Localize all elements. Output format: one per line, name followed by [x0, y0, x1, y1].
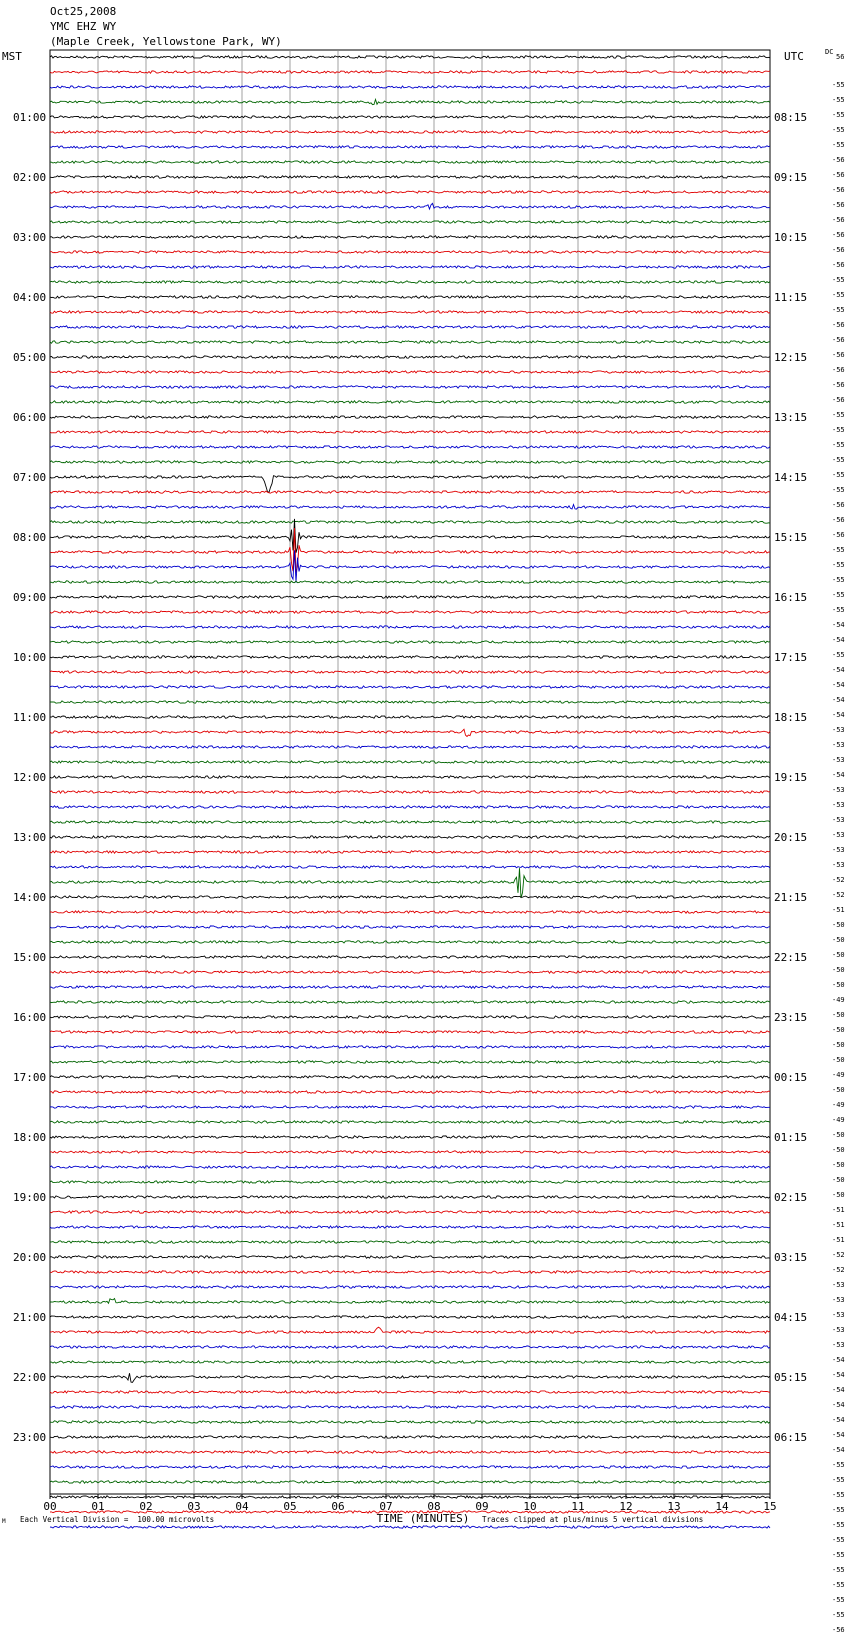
dc-offset-label: -56	[832, 321, 845, 329]
dc-offset-label: -55	[832, 1581, 845, 1589]
trace-row-24	[50, 416, 770, 418]
trace-row-68	[50, 1076, 770, 1078]
dc-offset-label: -50	[832, 1176, 845, 1184]
dc-offset-label: -56	[832, 366, 845, 374]
dc-offset-label: -52	[832, 891, 845, 899]
right-hour-label: 23:15	[774, 1011, 808, 1024]
trace-row-81	[50, 1271, 770, 1273]
dc-offset-label: -55	[832, 561, 845, 569]
trace-row-27	[50, 461, 770, 463]
left-hour-label: 18:00	[13, 1131, 47, 1144]
dc-offset-label: -53	[832, 816, 845, 824]
trace-row-6	[50, 146, 770, 148]
trace-row-86	[50, 1346, 770, 1348]
x-tick-label: 07	[379, 1500, 393, 1513]
right-hour-label: 11:15	[774, 291, 808, 304]
right-hour-label: 08:15	[774, 111, 808, 124]
trace-row-52	[50, 836, 770, 838]
dc-offset-label: -53	[832, 801, 845, 809]
trace-row-4	[50, 116, 770, 118]
trace-row-30	[50, 505, 770, 510]
dc-offset-label: -53	[832, 1296, 845, 1304]
trace-row-11	[50, 221, 770, 223]
trace-row-73	[50, 1151, 770, 1153]
left-hour-label: 12:00	[13, 771, 47, 784]
trace-row-78	[50, 1226, 770, 1228]
left-hour-label: 13:00	[13, 831, 47, 844]
trace-row-8	[50, 176, 770, 178]
right-hour-label: 19:15	[774, 771, 808, 784]
left-hour-label: 16:00	[13, 1011, 47, 1024]
dc-offset-label: -56	[832, 501, 845, 509]
dc-offset-label: -55	[832, 1491, 845, 1499]
right-hour-label: 00:15	[774, 1071, 808, 1084]
trace-row-96	[50, 1496, 770, 1498]
dc-offset-label: -53	[832, 831, 845, 839]
footer-scale-note: Each Vertical Division = 100.00 microvolts	[20, 1515, 215, 1524]
dc-offset-label: -51	[832, 1206, 845, 1214]
x-tick-label: 11	[571, 1500, 585, 1513]
trace-row-84	[50, 1316, 770, 1318]
trace-row-42	[50, 686, 770, 688]
dc-offset-label: -50	[832, 1161, 845, 1169]
footer-clip-note: Traces clipped at plus/minus 5 vertical divisions	[482, 1515, 704, 1524]
left-hour-label: 23:00	[13, 1431, 47, 1444]
right-hour-label: 16:15	[774, 591, 808, 604]
trace-row-35	[50, 581, 770, 583]
dc-offset-label: -52	[832, 1266, 845, 1274]
trace-row-58	[50, 926, 770, 928]
dc-offset-label: -55	[832, 576, 845, 584]
dc-offset-label: -54	[832, 1386, 845, 1394]
dc-offset-label: -50	[832, 1086, 845, 1094]
right-hour-label: 10:15	[774, 231, 808, 244]
dc-offset-label: -51	[832, 906, 845, 914]
dc-offset-label: -55	[832, 1521, 845, 1529]
trace-row-67	[50, 1061, 770, 1063]
trace-row-17	[50, 311, 770, 313]
trace-row-31	[50, 521, 770, 523]
right-hour-label: 18:15	[774, 711, 808, 724]
dc-offset-label: -54	[832, 1431, 845, 1439]
trace-row-98	[50, 1526, 770, 1528]
right-timezone-label: UTC	[784, 50, 804, 63]
dc-offset-label: -50	[832, 1146, 845, 1154]
right-hour-label: 01:15	[774, 1131, 808, 1144]
dc-offset-label: -50	[832, 966, 845, 974]
station-label: YMC EHZ WY	[50, 20, 117, 33]
trace-row-88	[50, 1373, 770, 1382]
dc-offset-label: -49	[832, 1101, 845, 1109]
dc-offset-label: -56	[832, 396, 845, 404]
trace-row-54	[50, 866, 770, 868]
dc-offset-label: -56	[832, 351, 845, 359]
right-hour-label: 14:15	[774, 471, 808, 484]
dc-offset-label: -56	[832, 531, 845, 539]
dc-offset-label: -56	[832, 186, 845, 194]
dc-offset-label: -55	[832, 486, 845, 494]
dc-offset-label: -56	[832, 201, 845, 209]
left-hour-label: 15:00	[13, 951, 47, 964]
dc-offset-label: -53	[832, 741, 845, 749]
trace-row-82	[50, 1286, 770, 1288]
dc-offset-label: -55	[832, 1611, 845, 1619]
trace-row-49	[50, 791, 770, 793]
trace-row-83	[50, 1299, 770, 1304]
right-hour-label: 06:15	[774, 1431, 808, 1444]
dc-offset-label: -51	[832, 1221, 845, 1229]
dc-offset-label: -49	[832, 1116, 845, 1124]
trace-row-23	[50, 401, 770, 403]
x-tick-label: 12	[619, 1500, 633, 1513]
dc-offset-label: -50	[832, 951, 845, 959]
dc-offset-label: -54	[832, 1416, 845, 1424]
dc-offset-label: -55	[832, 306, 845, 314]
trace-row-76	[50, 1196, 770, 1198]
x-tick-label: 08	[427, 1500, 441, 1513]
x-tick-label: 04	[235, 1500, 249, 1513]
dc-offset-label: -55	[832, 126, 845, 134]
left-hour-label: 03:00	[13, 231, 47, 244]
dc-offset-label: -50	[832, 1011, 845, 1019]
trace-row-75	[50, 1181, 770, 1183]
dc-offset-label: -55	[832, 546, 845, 554]
trace-row-3	[50, 99, 770, 104]
right-hour-label: 03:15	[774, 1251, 808, 1264]
left-hour-label: 09:00	[13, 591, 47, 604]
dc-offset-label: -53	[832, 756, 845, 764]
dc-offset-label: -55	[832, 276, 845, 284]
left-hour-label: 04:00	[13, 291, 47, 304]
right-hour-label: 13:15	[774, 411, 808, 424]
dc-offset-label: -54	[832, 771, 845, 779]
left-hour-label: 10:00	[13, 651, 47, 664]
trace-row-0	[50, 56, 770, 58]
dc-offset-label: -51	[832, 1236, 845, 1244]
x-tick-label: 15	[763, 1500, 777, 1513]
trace-row-60	[50, 956, 770, 958]
dc-offset-label: -53	[832, 846, 845, 854]
trace-row-57	[50, 911, 770, 913]
left-hour-label: 14:00	[13, 891, 47, 904]
dc-offset-label: -56	[832, 231, 845, 239]
x-tick-label: 02	[139, 1500, 153, 1513]
right-hour-label: 04:15	[774, 1311, 808, 1324]
trace-row-59	[50, 941, 770, 943]
trace-row-55	[50, 868, 770, 898]
trace-row-44	[50, 716, 770, 718]
dc-offset-label: -53	[832, 1281, 845, 1289]
right-hour-label: 20:15	[774, 831, 808, 844]
trace-row-71	[50, 1121, 770, 1123]
trace-row-32	[50, 519, 770, 553]
dc-offset-label: -54	[832, 696, 845, 704]
trace-row-34	[50, 550, 770, 582]
dc-offset-label: -54	[832, 621, 845, 629]
dc-offset-label: -56	[832, 516, 845, 524]
trace-row-38	[50, 626, 770, 628]
left-hour-label: 20:00	[13, 1251, 47, 1264]
right-hour-label: 17:15	[774, 651, 808, 664]
dc-offset-label: -54	[832, 1401, 845, 1409]
dc-offset-label: -50	[832, 1131, 845, 1139]
trace-row-20	[50, 356, 770, 358]
left-hour-label: 17:00	[13, 1071, 47, 1084]
trace-row-5	[50, 131, 770, 133]
trace-row-9	[50, 191, 770, 193]
trace-row-66	[50, 1046, 770, 1048]
dc-offset-label: -52	[832, 876, 845, 884]
dc-header-label: DC	[825, 48, 834, 56]
x-tick-label: 14	[715, 1500, 729, 1513]
trace-row-92	[50, 1436, 770, 1438]
trace-row-22	[50, 386, 770, 388]
trace-row-18	[50, 326, 770, 328]
dc-offset-label: -55	[832, 606, 845, 614]
dc-offset-label: -50	[832, 981, 845, 989]
trace-row-91	[50, 1421, 770, 1423]
trace-row-43	[50, 701, 770, 703]
trace-row-26	[50, 446, 770, 448]
dc-offset-label: -55	[832, 651, 845, 659]
dc-offset-label: -54	[832, 666, 845, 674]
left-hour-label: 19:00	[13, 1191, 47, 1204]
dc-offset-label: -55	[832, 96, 845, 104]
left-hour-label: 02:00	[13, 171, 47, 184]
trace-row-87	[50, 1361, 770, 1363]
x-tick-label: 01	[91, 1500, 105, 1513]
dc-offset-label: -54	[832, 1371, 845, 1379]
dc-offset-label: -56	[832, 336, 845, 344]
dc-offset-label: -50	[832, 1056, 845, 1064]
trace-row-19	[50, 341, 770, 343]
right-hour-label: 09:15	[774, 171, 808, 184]
dc-offset-label: -54	[832, 1356, 845, 1364]
right-hour-label: 02:15	[774, 1191, 808, 1204]
dc-offset-label: -49	[832, 996, 845, 1004]
trace-row-80	[50, 1256, 770, 1258]
dc-offset-label: -55	[832, 411, 845, 419]
trace-row-72	[50, 1136, 770, 1138]
dc-offset-label: -50	[832, 1041, 845, 1049]
left-hour-label: 05:00	[13, 351, 47, 364]
x-axis-label: TIME (MINUTES)	[376, 1512, 470, 1525]
trace-row-95	[50, 1481, 770, 1483]
dc-offset-label: -56	[832, 261, 845, 269]
trace-row-62	[50, 986, 770, 988]
x-tick-label: 10	[523, 1500, 537, 1513]
trace-row-45	[50, 729, 770, 736]
x-tick-label: 06	[331, 1500, 345, 1513]
dc-offset-label: -55	[832, 81, 845, 89]
dc-offset-label: -55	[832, 1506, 845, 1514]
trace-row-46	[50, 746, 770, 748]
trace-row-74	[50, 1166, 770, 1168]
trace-row-65	[50, 1031, 770, 1033]
trace-row-70	[50, 1106, 770, 1108]
dc-offset-label: -55	[832, 291, 845, 299]
dc-offset-label: -53	[832, 1341, 845, 1349]
trace-row-15	[50, 281, 770, 283]
x-tick-label: 03	[187, 1500, 201, 1513]
dc-offset-label: -54	[832, 711, 845, 719]
trace-row-47	[50, 761, 770, 763]
trace-row-85	[50, 1327, 770, 1333]
trace-row-63	[50, 1001, 770, 1003]
trace-row-53	[50, 851, 770, 853]
x-tick-label: 09	[475, 1500, 489, 1513]
left-hour-label: 07:00	[13, 471, 47, 484]
trace-row-56	[50, 896, 770, 898]
left-hour-label: 22:00	[13, 1371, 47, 1384]
dc-offset-label: -53	[832, 1326, 845, 1334]
trace-row-2	[50, 86, 770, 88]
dc-offset-label: -55	[832, 1596, 845, 1604]
trace-row-39	[50, 641, 770, 643]
trace-row-33	[50, 528, 770, 573]
x-tick-label: 05	[283, 1500, 297, 1513]
trace-row-79	[50, 1241, 770, 1243]
dc-offset-label: -50	[832, 936, 845, 944]
dc-offset-label: -53	[832, 1311, 845, 1319]
dc-offset-label: -50	[832, 1026, 845, 1034]
date-label: Oct25,2008	[50, 5, 117, 18]
dc-offset-label: -54	[832, 1446, 845, 1454]
dc-offset-label: -55	[832, 141, 845, 149]
dc-offset-label: -49	[832, 1071, 845, 1079]
trace-row-29	[50, 491, 770, 493]
trace-row-48	[50, 776, 770, 778]
dc-offset-label: -56	[832, 1626, 845, 1634]
trace-layer	[50, 56, 770, 1534]
x-tick-label: 00	[43, 1500, 57, 1513]
right-hour-label: 12:15	[774, 351, 808, 364]
trace-row-16	[50, 296, 770, 298]
trace-row-36	[50, 596, 770, 598]
right-hour-label: 15:15	[774, 531, 808, 544]
dc-offset-label: -55	[832, 426, 845, 434]
right-hour-label: 22:15	[774, 951, 808, 964]
trace-row-93	[50, 1451, 770, 1453]
dc-offset-label: -55	[832, 591, 845, 599]
x-tick-label: 13	[667, 1500, 681, 1513]
dc-offset-label: -56	[832, 246, 845, 254]
trace-row-69	[50, 1091, 770, 1093]
dc-offset-label: -55	[832, 456, 845, 464]
location-label: (Maple Creek, Yellowstone Park, WY)	[50, 35, 282, 48]
dc-offset-label: -55	[832, 111, 845, 119]
left-hour-label: 11:00	[13, 711, 47, 724]
dc-offset-label: 56	[836, 53, 845, 61]
trace-row-90	[50, 1406, 770, 1408]
trace-row-13	[50, 251, 770, 253]
dc-offset-label: -56	[832, 216, 845, 224]
right-hour-label: 05:15	[774, 1371, 808, 1384]
dc-offset-label: -55	[832, 471, 845, 479]
dc-offset-label: -55	[832, 1476, 845, 1484]
right-hour-label: 21:15	[774, 891, 808, 904]
trace-row-94	[50, 1466, 770, 1468]
dc-offset-label: -55	[832, 441, 845, 449]
left-timezone-label: MST	[2, 50, 22, 63]
dc-offset-label: -54	[832, 636, 845, 644]
dc-offset-label: -56	[832, 156, 845, 164]
dc-offset-label: -55	[832, 1551, 845, 1559]
dc-offset-label: -53	[832, 786, 845, 794]
dc-offset-label: -52	[832, 1251, 845, 1259]
trace-row-37	[50, 611, 770, 613]
left-hour-label: 01:00	[13, 111, 47, 124]
left-hour-label: 21:00	[13, 1311, 47, 1324]
dc-offset-label: -55	[832, 1566, 845, 1574]
trace-row-41	[50, 671, 770, 673]
left-hour-label: 06:00	[13, 411, 47, 424]
trace-row-51	[50, 821, 770, 823]
dc-offset-label: -56	[832, 381, 845, 389]
dc-offset-label: -53	[832, 861, 845, 869]
dc-offset-label: -55	[832, 1461, 845, 1469]
dc-offset-label: -53	[832, 726, 845, 734]
dc-offset-label: -56	[832, 171, 845, 179]
trace-row-7	[50, 161, 770, 163]
dc-offset-label: -54	[832, 681, 845, 689]
trace-row-1	[50, 71, 770, 73]
dc-offset-label: -50	[832, 921, 845, 929]
trace-row-25	[50, 431, 770, 433]
trace-row-40	[50, 656, 770, 658]
dc-offset-label: -50	[832, 1191, 845, 1199]
trace-row-21	[50, 371, 770, 373]
trace-row-12	[50, 236, 770, 238]
trace-row-64	[50, 1016, 770, 1018]
left-hour-label: 08:00	[13, 531, 47, 544]
footer-mark: M	[2, 1518, 6, 1525]
dc-offset-label: -55	[832, 1536, 845, 1544]
trace-row-28	[50, 476, 770, 493]
trace-row-61	[50, 971, 770, 973]
trace-row-77	[50, 1211, 770, 1213]
trace-row-89	[50, 1391, 770, 1393]
trace-row-50	[50, 806, 770, 808]
trace-row-10	[50, 203, 770, 209]
trace-row-14	[50, 266, 770, 268]
